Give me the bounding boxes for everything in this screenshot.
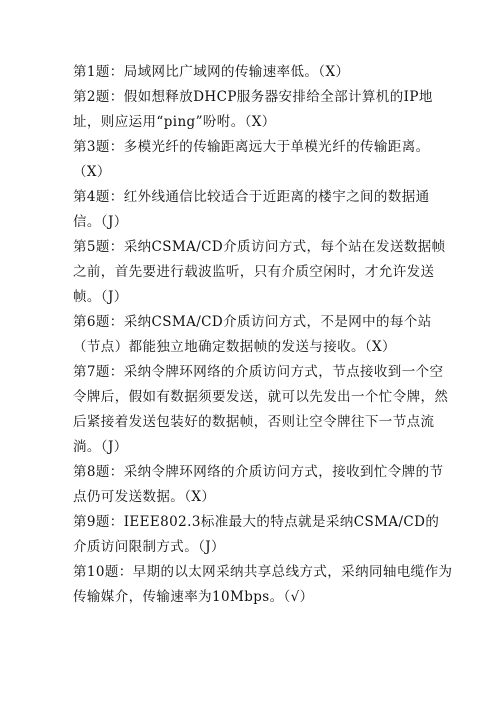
question-text: 第7题：采纳令牌环网络的介质访问方式，节点接收到一个空令牌后，假如有数据须要发送，就可以先发出一个忙令牌，然后紧接着发送包装好的数据帧，否则让空令牌往下一节点流淌。（J） — [73, 364, 449, 455]
question-text: 第1题：局域网比广域网的传输速率低。（X） — [73, 64, 350, 80]
question-6 — [73, 310, 453, 360]
question-7 — [73, 360, 453, 460]
question-3 — [73, 135, 453, 185]
question-text: 第10题：早期的以太网采纳共享总线方式，采纳同轴电缆作为传输媒介，传输速率为10Mbps。（√） — [73, 564, 453, 605]
question-1 — [73, 60, 453, 85]
question-list — [73, 60, 453, 610]
question-4 — [73, 185, 453, 235]
question-9 — [73, 510, 453, 560]
question-text: 第4题：红外线通信比较适合于近距离的楼宇之间的数据通信。（J） — [73, 189, 430, 230]
question-text: 第6题：采纳CSMA/CD介质访问方式，不是网中的每个站（节点）都能独立地确定数据帧的发送与接收。（X） — [73, 314, 432, 355]
question-text: 第3题：多模光纤的传输距离远大于单模光纤的传输距离。（X） — [73, 139, 430, 180]
question-10 — [73, 560, 453, 610]
question-text: 第8题：采纳令牌环网络的介质访问方式，接收到忙令牌的节点仍可发送数据。（X） — [73, 464, 444, 505]
question-text: 第5题：采纳CSMA/CD介质访问方式，每个站在发送数据帧之前，首先要进行载波监听，只有介质空闲时，才允许发送帧。（J） — [73, 239, 446, 305]
question-8 — [73, 460, 453, 510]
question-text: 第2题：假如想释放DHCP服务器安排给全部计算机的IP地址，则应运用“ping”吩咐。（X） — [73, 89, 433, 130]
question-text: 第9题：IEEE802.3标准最大的特点就是采纳CSMA/CD的介质访问限制方式。（J） — [73, 514, 440, 555]
question-5 — [73, 235, 453, 310]
question-2 — [73, 85, 453, 135]
